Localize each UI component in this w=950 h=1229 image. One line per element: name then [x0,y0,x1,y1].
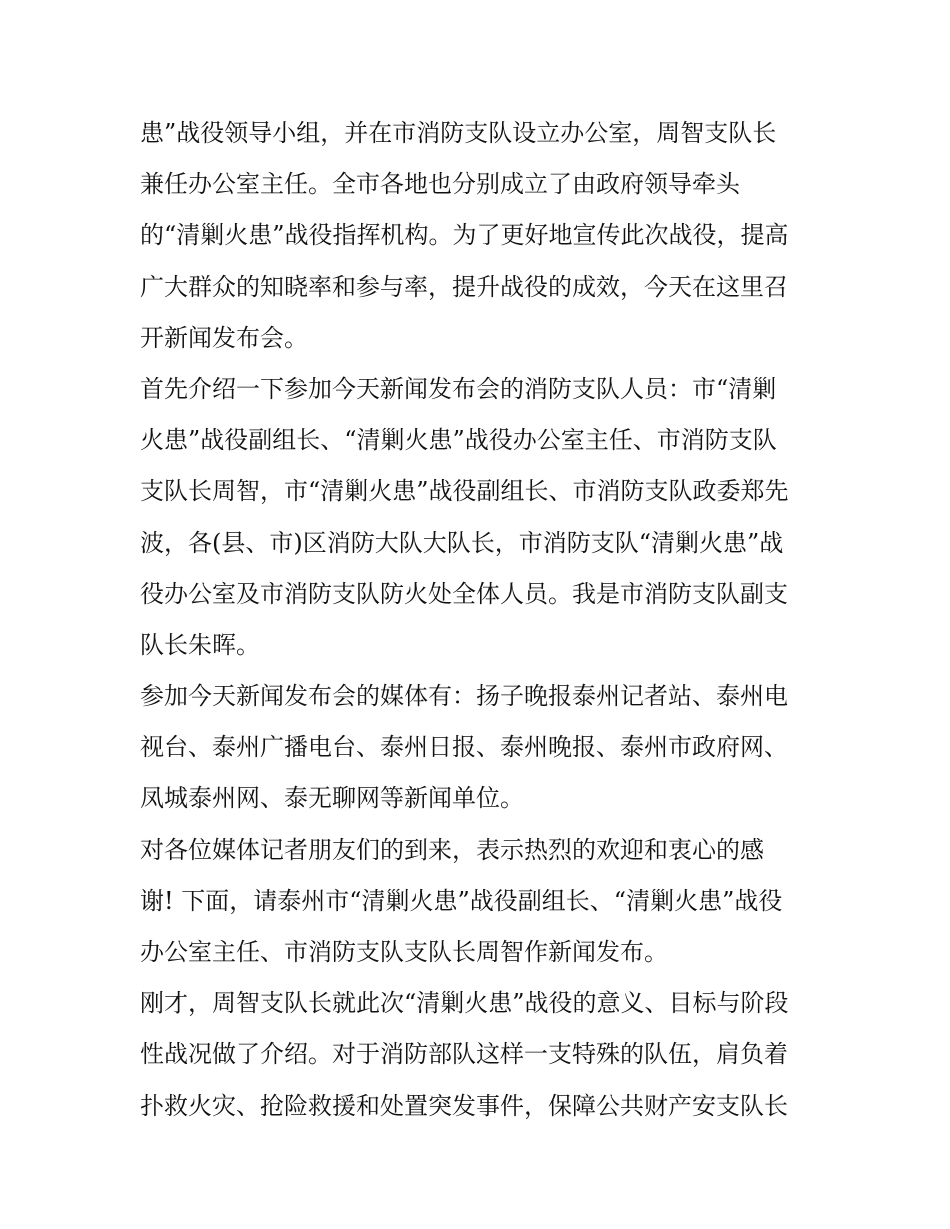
text-line: 首先介绍一下参加今天新闻发布会的消防支队人员：市“清剿 [140,374,777,403]
document-body [140,108,820,1132]
text-line: 波，各(县、市)区消防大队大队长，市消防支队“清剿火患”战 [140,528,784,557]
text-line: 对各位媒体记者朋友们的到来，表示热烈的欢迎和衷心的感 [140,835,764,864]
text-line: 刚才，周智支队长就此次“清剿火患”战役的意义、目标与阶段 [140,989,789,1018]
text-line: 谢! 下面，请泰州市“清剿火患”战役副组长、“清剿火患”战役 [140,886,783,915]
text-line: 队长朱晖。 [140,630,260,659]
text-line: 支队长周智，市“清剿火患”战役副组长、市消防支队政委郑先 [140,477,789,506]
text-line: 扑救火灾、抢险救援和处置突发事件，保障公共财产安支队长 [140,1091,788,1120]
text-line: 开新闻发布会。 [140,323,308,352]
text-line: 广大群众的知晓率和参与率，提升战役的成效，今天在这里召 [140,272,788,301]
text-line: 的“清剿火患”战役指挥机构。为了更好地宣传此次战役，提高 [140,221,789,250]
text-line: 患”战役领导小组，并在市消防支队设立办公室，周智支队长 [140,119,777,147]
text-line: 凤城泰州网、泰无聊网等新闻单位。 [140,784,524,813]
text-line: 参加今天新闻发布会的媒体有：扬子晚报泰州记者站、泰州电 [140,682,788,711]
text-line: 办公室主任、市消防支队支队长周智作新闻发布。 [140,938,668,966]
text-line: 火患”战役副组长、“清剿火患”战役办公室主任、市消防支队 [140,426,777,455]
text-line: 视台、泰州广播电台、泰州日报、泰州晚报、泰州市政府网、 [140,733,788,762]
text-line: 役办公室及市消防支队防火处全体人员。我是市消防支队副支 [140,579,788,608]
text-line: 兼任办公室主任。全市各地也分别成立了由政府领导牵头 [140,170,740,199]
text-line: 性战况做了介绍。对于消防部队这样一支特殊的队伍，肩负着 [140,1040,788,1069]
